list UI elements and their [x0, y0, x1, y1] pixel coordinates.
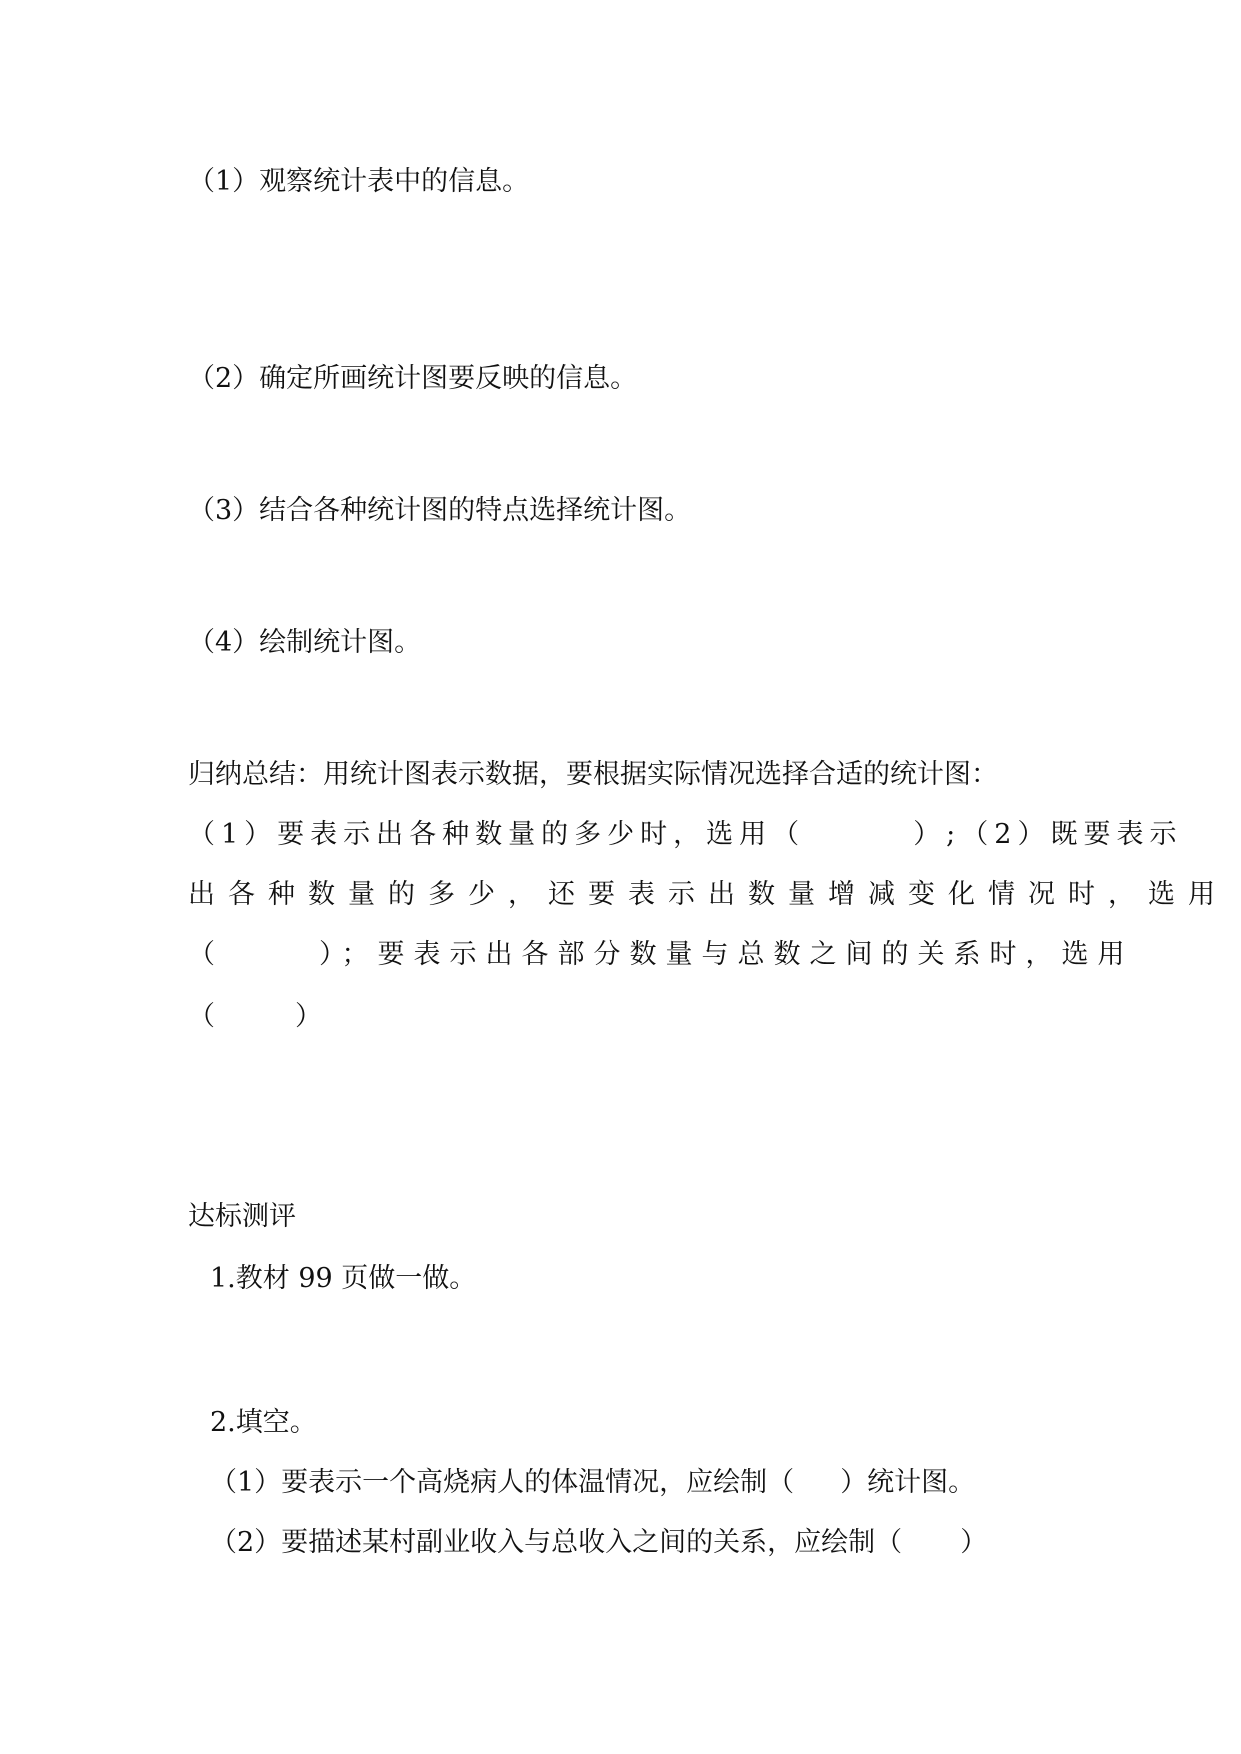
step-2: （2）确定所画统计图要反映的信息。	[188, 363, 638, 394]
assessment-sub-1-start: （1）要表示一个高烧病人的体温情况，应绘制（	[210, 1467, 795, 1498]
assessment-sub-2-end: ）	[960, 1527, 988, 1558]
summary-line-5-start: （	[188, 1001, 215, 1032]
summary-line-3: 出各种数量的多少，还要表示出数量增减变化情况时，选用	[188, 879, 1228, 910]
assessment-sub-1	[210, 1466, 975, 1500]
summary-line-2-end: ）;（2）既要表示	[913, 819, 1183, 850]
assessment-sub-1-end: ）统计图。	[840, 1467, 976, 1498]
step-3: （3）结合各种统计图的特点选择统计图。	[188, 495, 692, 526]
assessment-heading: 达标测评	[188, 1201, 296, 1232]
assessment-sub-2-start: （2）要描述某村副业收入与总收入之间的关系，应绘制（	[210, 1527, 903, 1558]
summary-line-4-end: ）；要表示出各部分数量与总数之间的关系时，选用	[319, 939, 1134, 970]
summary-line-2-start: （1）要表示出各种数量的多少时，选用（	[188, 819, 806, 850]
summary-line-5-end: ）	[295, 1001, 322, 1032]
step-4: （4）绘制统计图。	[188, 627, 422, 658]
assessment-sub-2	[210, 1526, 987, 1560]
assessment-item-1: 1.教材 99 页做一做。	[210, 1263, 477, 1294]
summary-line-4	[188, 938, 1134, 972]
summary-line-2	[188, 818, 1182, 852]
assessment-item-2: 2.填空。	[210, 1407, 317, 1438]
summary-line-5	[188, 1000, 322, 1034]
summary-line-4-start: （	[188, 939, 224, 970]
summary-line-1: 归纳总结：用统计图表示数据，要根据实际情况选择合适的统计图：	[188, 759, 998, 790]
step-1: （1）观察统计表中的信息。	[188, 166, 530, 197]
